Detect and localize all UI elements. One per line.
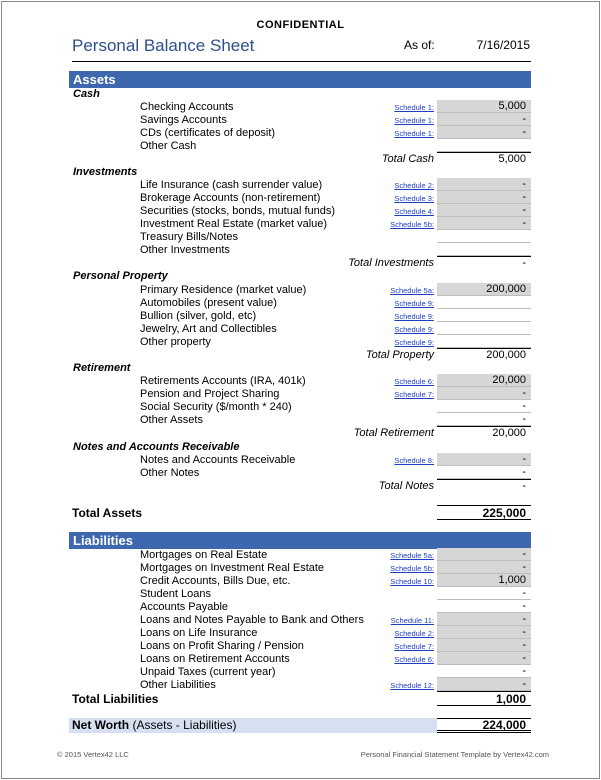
schedule-link[interactable]: Schedule 9:	[394, 299, 434, 308]
liability-item-label: Accounts Payable	[140, 601, 229, 613]
asset-value-input[interactable]	[437, 243, 531, 256]
total-liabilities-value: 1,000	[437, 691, 531, 706]
schedule-link[interactable]: Schedule 7:	[394, 390, 434, 399]
asset-value-input[interactable]: -	[437, 413, 531, 426]
page-title: Personal Balance Sheet	[72, 36, 255, 55]
net-worth-label	[72, 718, 236, 732]
liability-value-input[interactable]: -	[437, 639, 531, 652]
asset-value-input[interactable]: -	[437, 204, 531, 217]
category-investments: Investments	[73, 166, 138, 178]
asset-value-input[interactable]: -	[437, 191, 531, 204]
total-retirement-value: 20,000	[437, 426, 531, 440]
schedule-link[interactable]: Schedule 1:	[394, 103, 434, 112]
asset-value-input[interactable]: -	[437, 400, 531, 413]
asset-value-input[interactable]	[437, 309, 531, 322]
liability-value-input[interactable]: -	[437, 665, 531, 678]
asset-item-label: Brokerage Accounts (non-retirement)	[140, 192, 321, 204]
schedule-link[interactable]: Schedule 6:	[394, 377, 434, 386]
total-cash-value: 5,000	[437, 152, 531, 166]
schedule-link[interactable]: Schedule 5a:	[390, 551, 434, 560]
asset-item-label: Retirements Accounts (IRA, 401k)	[140, 375, 306, 387]
category-personal-property: Personal Property	[73, 270, 168, 282]
liability-value-input[interactable]: -	[437, 548, 531, 561]
liability-item-label: Student Loans	[140, 588, 211, 600]
asset-item-label: Other Investments	[140, 244, 230, 256]
liabilities-heading: Liabilities	[69, 532, 531, 549]
schedule-link[interactable]: Schedule 8:	[394, 456, 434, 465]
asset-value-input[interactable]: -	[437, 113, 531, 126]
schedule-link[interactable]: Schedule 2:	[394, 629, 434, 638]
liability-value-input[interactable]: -	[437, 626, 531, 639]
schedule-link[interactable]: Schedule 12:	[390, 681, 434, 690]
footer-template-link[interactable]: Personal Financial Statement Template by Vertex42.com	[360, 750, 549, 759]
total-cash-label: Total Cash	[381, 153, 434, 165]
asset-item-label: CDs (certificates of deposit)	[140, 127, 276, 139]
asset-item-label: Pension and Project Sharing	[140, 388, 280, 400]
liability-item-label: Loans on Retirement Accounts	[140, 653, 290, 665]
total-assets-label: Total Assets	[72, 506, 143, 520]
schedule-link[interactable]: Schedule 5a:	[390, 286, 434, 295]
liability-item-label: Loans on Life Insurance	[140, 627, 258, 639]
asset-item-label: Social Security ($/month * 240)	[140, 401, 292, 413]
assets-heading: Assets	[69, 71, 531, 88]
schedule-link[interactable]: Schedule 7:	[394, 642, 434, 651]
schedule-link[interactable]: Schedule 6:	[394, 655, 434, 664]
category-cash: Cash	[73, 88, 100, 100]
schedule-link[interactable]: Schedule 9:	[394, 312, 434, 321]
asset-value-input[interactable]: -	[437, 178, 531, 191]
asset-item-label: Other Assets	[140, 414, 203, 426]
total-liabilities-label: Total Liabilities	[72, 692, 159, 706]
asset-item-label: Other property	[140, 336, 211, 348]
total-property-value: 200,000	[437, 348, 531, 362]
total-notes-value: -	[437, 479, 531, 493]
confidential-label: CONFIDENTIAL	[256, 19, 345, 31]
schedule-link[interactable]: Schedule 2:	[394, 181, 434, 190]
asset-value-input[interactable]: 5,000	[437, 100, 531, 113]
liability-item-label: Loans and Notes Payable to Bank and Others	[140, 614, 364, 626]
asset-value-input[interactable]	[437, 335, 531, 348]
total-assets-value: 225,000	[437, 505, 531, 520]
asset-item-label: Savings Accounts	[140, 114, 227, 126]
asset-item-label: Investment Real Estate (market value)	[140, 218, 328, 230]
schedule-link[interactable]: Schedule 1:	[394, 116, 434, 125]
asset-value-input[interactable]	[437, 139, 531, 152]
schedule-link[interactable]: Schedule 9:	[394, 338, 434, 347]
asset-item-label: Securities (stocks, bonds, mutual funds)	[140, 205, 336, 217]
asset-item-label: Checking Accounts	[140, 101, 234, 113]
asset-value-input[interactable]: -	[437, 126, 531, 139]
asset-value-input[interactable]: -	[437, 466, 531, 479]
liability-item-label: Unpaid Taxes (current year)	[140, 666, 276, 678]
schedule-link[interactable]: Schedule 5b:	[390, 220, 434, 229]
liability-value-input[interactable]: -	[437, 678, 531, 691]
asset-value-input[interactable]: -	[437, 217, 531, 230]
liability-value-input[interactable]: -	[437, 600, 531, 613]
liability-value-input[interactable]: 1,000	[437, 574, 531, 587]
asset-item-label: Treasury Bills/Notes	[140, 231, 239, 243]
asset-item-label: Other Cash	[140, 140, 197, 152]
footer-copyright: © 2015 Vertex42 LLC	[57, 750, 129, 759]
liability-item-label: Credit Accounts, Bills Due, etc.	[140, 575, 291, 587]
asset-value-input[interactable]	[437, 322, 531, 335]
asset-value-input[interactable]	[437, 296, 531, 309]
asset-item-label: Bullion (silver, gold, etc)	[140, 310, 257, 322]
schedule-link[interactable]: Schedule 4:	[394, 207, 434, 216]
asset-value-input[interactable]: 20,000	[437, 374, 531, 387]
asset-value-input[interactable]: 200,000	[437, 283, 531, 296]
liability-item-label: Mortgages on Real Estate	[140, 549, 268, 561]
schedule-link[interactable]: Schedule 3:	[394, 194, 434, 203]
date-field[interactable]: 7/16/2015	[476, 38, 530, 52]
liability-value-input[interactable]: -	[437, 613, 531, 626]
total-property-label: Total Property	[365, 349, 434, 361]
total-retirement-label: Total Retirement	[353, 427, 434, 439]
total-investments-label: Total Investments	[348, 257, 434, 269]
asset-value-input[interactable]	[437, 230, 531, 243]
net-worth-formula: (Assets - Liabilities)	[132, 718, 237, 732]
as-of-label: As of:	[404, 38, 435, 52]
schedule-link[interactable]: Schedule 10:	[390, 577, 434, 586]
category-notes-receivable: Notes and Accounts Receivable	[73, 441, 240, 453]
asset-item-label: Primary Residence (market value)	[140, 284, 307, 296]
asset-item-label: Jewelry, Art and Collectibles	[140, 323, 277, 335]
schedule-link[interactable]: Schedule 11:	[390, 616, 434, 625]
net-worth-title: Net Worth	[72, 718, 130, 732]
liability-value-input[interactable]: -	[437, 561, 531, 574]
asset-item-label: Life Insurance (cash surrender value)	[140, 179, 323, 191]
liability-item-label: Mortgages on Investment Real Estate	[140, 562, 325, 574]
schedule-link[interactable]: Schedule 5b:	[390, 564, 434, 573]
liability-item-label: Loans on Profit Sharing / Pension	[140, 640, 304, 652]
header-rule	[72, 61, 531, 62]
total-investments-value: -	[437, 256, 531, 270]
asset-item-label: Notes and Accounts Receivable	[140, 454, 296, 466]
asset-value-input[interactable]: -	[437, 453, 531, 466]
asset-item-label: Automobiles (present value)	[140, 297, 277, 309]
total-notes-label: Total Notes	[378, 480, 434, 492]
liability-value-input[interactable]: -	[437, 652, 531, 665]
asset-value-input[interactable]: -	[437, 387, 531, 400]
liability-value-input[interactable]: -	[437, 587, 531, 600]
liability-item-label: Other Liabilities	[140, 679, 216, 691]
net-worth-value: 224,000	[437, 718, 531, 733]
schedule-link[interactable]: Schedule 1:	[394, 129, 434, 138]
schedule-link[interactable]: Schedule 9:	[394, 325, 434, 334]
category-retirement: Retirement	[73, 362, 131, 374]
asset-item-label: Other Notes	[140, 467, 200, 479]
